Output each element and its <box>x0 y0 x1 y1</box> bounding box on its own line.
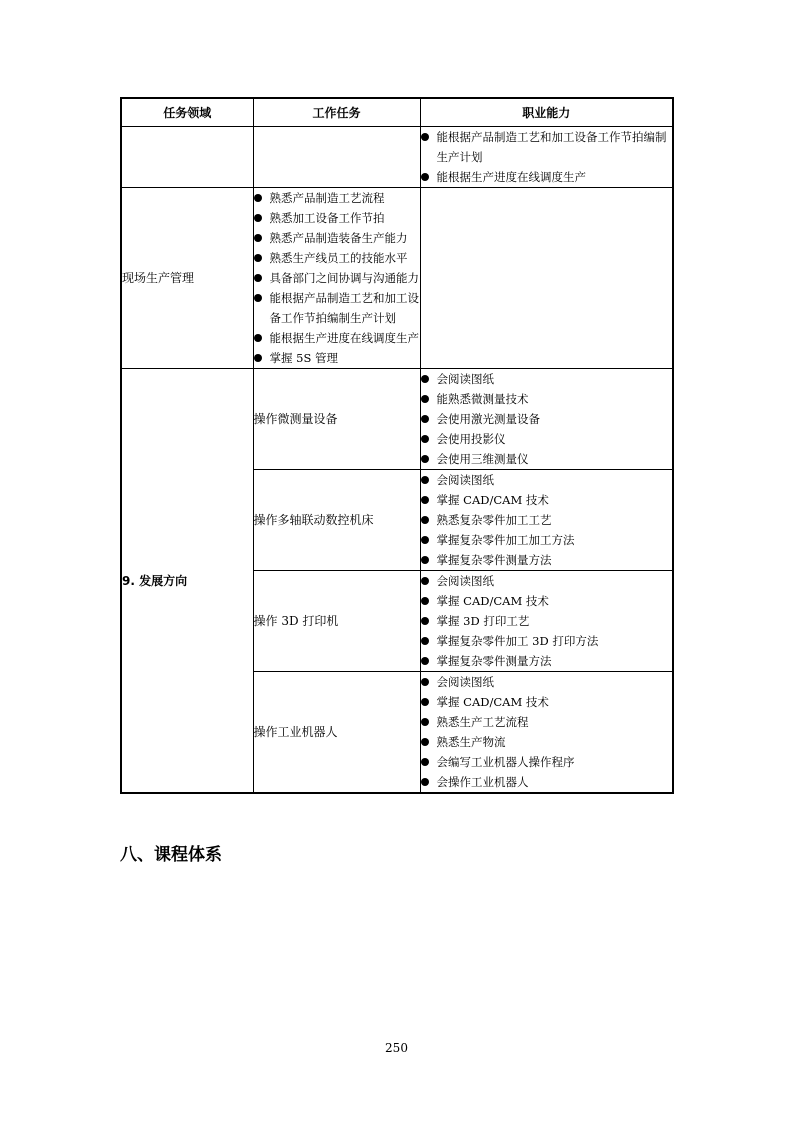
ability-cell <box>420 671 673 793</box>
ability-item: 会操作工业机器人 <box>421 772 673 792</box>
bullet-icon <box>421 395 429 403</box>
ability-list <box>421 127 673 187</box>
bullet-icon <box>421 173 429 181</box>
ability-item: 会阅读图纸 <box>421 470 673 490</box>
bullet-icon <box>421 738 429 746</box>
bullet-icon <box>421 435 429 443</box>
table-row <box>121 187 673 368</box>
header-ability: 职业能力 <box>420 98 673 126</box>
ability-item: 掌握 CAD/CAM 技术 <box>421 591 673 611</box>
page-number: 250 <box>385 1041 408 1055</box>
task-cell <box>253 126 420 187</box>
ability-item: 能根据生产进度在线调度生产 <box>254 328 420 348</box>
task-cell: 操作 3D 打印机 <box>253 570 420 671</box>
ability-item: 熟悉产品制造工艺流程 <box>254 188 420 208</box>
header-task: 工作任务 <box>253 98 420 126</box>
bullet-icon <box>254 234 262 242</box>
competency-table <box>120 97 674 794</box>
ability-cell <box>253 187 420 368</box>
header-area: 任务领域 <box>121 98 253 126</box>
ability-item: 能熟悉微测量技术 <box>421 389 673 409</box>
ability-item: 会阅读图纸 <box>421 672 673 692</box>
ability-item: 熟悉复杂零件加工工艺 <box>421 510 673 530</box>
bullet-icon <box>421 698 429 706</box>
ability-item: 掌握 3D 打印工艺 <box>421 611 673 631</box>
ability-item: 熟悉加工设备工作节拍 <box>254 208 420 228</box>
ability-item: 掌握 CAD/CAM 技术 <box>421 490 673 510</box>
bullet-icon <box>254 254 262 262</box>
bullet-icon <box>421 678 429 686</box>
bullet-icon <box>421 637 429 645</box>
task-cell: 操作工业机器人 <box>253 671 420 793</box>
area-cell <box>121 126 253 187</box>
area-cell: 9. 发展方向 <box>121 368 253 793</box>
bullet-icon <box>421 536 429 544</box>
ability-item: 会阅读图纸 <box>421 369 673 389</box>
bullet-icon <box>421 718 429 726</box>
ability-list <box>421 571 673 671</box>
ability-list <box>254 188 420 368</box>
bullet-icon <box>421 455 429 463</box>
bullet-icon <box>254 194 262 202</box>
ability-item: 会使用投影仪 <box>421 429 673 449</box>
ability-item: 会使用三维测量仪 <box>421 449 673 469</box>
ability-list <box>421 672 673 792</box>
ability-item: 熟悉生产线员工的技能水平 <box>254 248 420 268</box>
bullet-icon <box>421 516 429 524</box>
ability-item: 能根据产品制造工艺和加工设备工作节拍编制生产计划 <box>421 127 673 167</box>
ability-cell <box>420 469 673 570</box>
bullet-icon <box>254 334 262 342</box>
ability-item: 掌握 CAD/CAM 技术 <box>421 692 673 712</box>
task-cell: 操作多轴联动数控机床 <box>253 469 420 570</box>
bullet-icon <box>421 496 429 504</box>
ability-item: 掌握 5S 管理 <box>254 348 420 368</box>
ability-item: 熟悉生产物流 <box>421 732 673 752</box>
bullet-icon <box>421 758 429 766</box>
ability-item: 会编写工业机器人操作程序 <box>421 752 673 772</box>
ability-item: 掌握复杂零件测量方法 <box>421 651 673 671</box>
bullet-icon <box>421 597 429 605</box>
task-cell: 操作微测量设备 <box>253 368 420 469</box>
bullet-icon <box>421 476 429 484</box>
ability-cell <box>420 368 673 469</box>
ability-item: 能根据产品制造工艺和加工设备工作节拍编制生产计划 <box>254 288 420 328</box>
ability-item: 能根据生产进度在线调度生产 <box>421 167 673 187</box>
bullet-icon <box>421 778 429 786</box>
ability-item: 熟悉生产工艺流程 <box>421 712 673 732</box>
ability-item: 具备部门之间协调与沟通能力 <box>254 268 420 288</box>
bullet-icon <box>421 133 429 141</box>
ability-list <box>421 470 673 570</box>
bullet-icon <box>421 375 429 383</box>
section-heading: 八、课程体系 <box>120 845 222 865</box>
task-cell: 现场生产管理 <box>121 187 253 368</box>
bullet-icon <box>421 657 429 665</box>
ability-item: 熟悉产品制造装备生产能力 <box>254 228 420 248</box>
bullet-icon <box>254 274 262 282</box>
bullet-icon <box>421 556 429 564</box>
ability-cell <box>420 570 673 671</box>
ability-item: 掌握复杂零件加工加工方法 <box>421 530 673 550</box>
bullet-icon <box>421 415 429 423</box>
ability-list <box>421 369 673 469</box>
bullet-icon <box>254 214 262 222</box>
bullet-icon <box>421 617 429 625</box>
ability-item: 掌握复杂零件加工 3D 打印方法 <box>421 631 673 651</box>
bullet-icon <box>421 577 429 585</box>
ability-cell <box>420 126 673 187</box>
ability-item: 会使用激光测量设备 <box>421 409 673 429</box>
ability-item: 会阅读图纸 <box>421 571 673 591</box>
ability-item: 掌握复杂零件测量方法 <box>421 550 673 570</box>
bullet-icon <box>254 294 262 302</box>
bullet-icon <box>254 354 262 362</box>
table-row <box>121 126 673 187</box>
table-row <box>121 368 673 469</box>
table-header-row <box>121 98 673 126</box>
